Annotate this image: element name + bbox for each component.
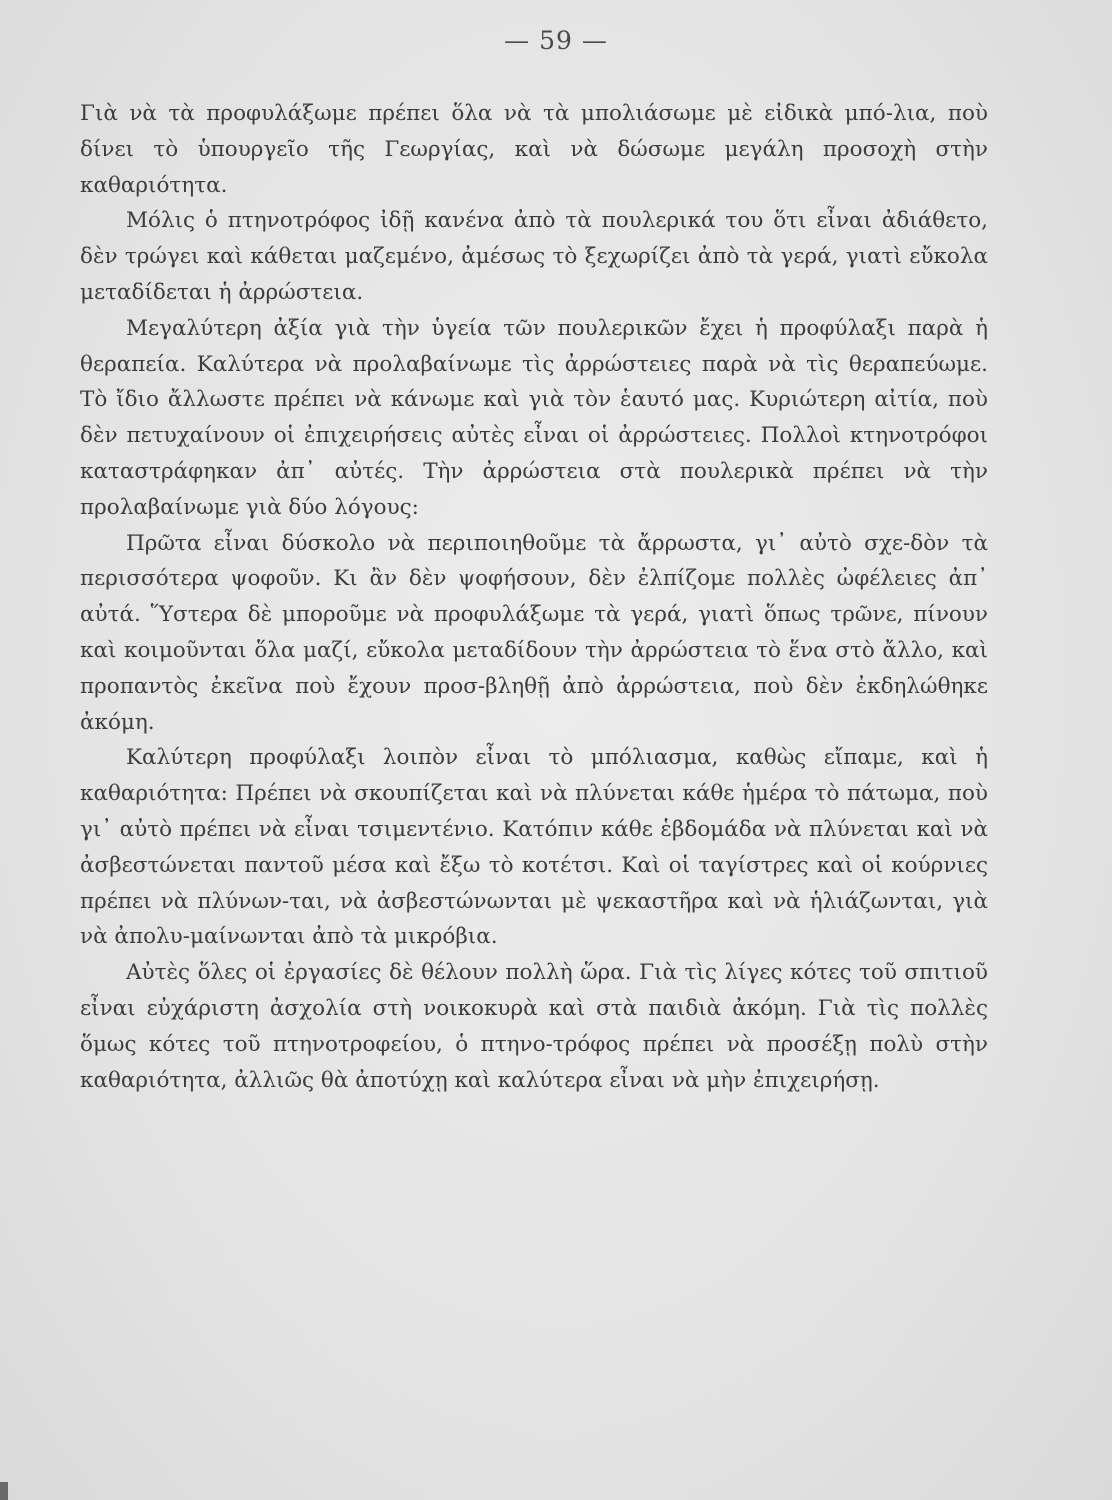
page-number: — 59 — (504, 26, 608, 55)
paragraph: Αὐτὲς ὅλες οἱ ἐργασίες δὲ θέλουν πολλὴ ὥρα. Γιὰ τὶς λίγες κότες τοῦ σπιτιοῦ εἶναι εὐχάριστη ἀσχολία στὴ νοικοκυρὰ καὶ στὰ παιδιὰ ἀκόμη. Γιὰ τὶς πολλὲς ὅμως κότες τοῦ πτηνοτροφείου, ὁ πτηνο-τρόφος πρέπει νὰ προσέξῃ πολὺ στὴν καθαριότητα, ἀλλιῶς θὰ ἀποτύχῃ καὶ καλύτερα εἶναι νὰ μὴν ἐπιχειρήσῃ. (80, 960, 988, 1093)
scan-edge-mark (0, 1482, 8, 1500)
paragraph: Μόλις ὁ πτηνοτρόφος ἰδῇ κανένα ἀπὸ τὰ πουλερικά του ὅτι εἶναι ἀδιάθετο, δὲν τρώγει καὶ κάθεται μαζεμένο, ἀμέσως τὸ ξεχωρίζει ἀπὸ τὰ γερά, γιατὶ εὔκολα μεταδίδεται ἡ ἀρρώστεια. (80, 208, 988, 305)
paragraph: Πρῶτα εἶναι δύσκολο νὰ περιποιηθοῦμε τὰ ἄρρωστα, γι᾽ αὐτὸ σχε-δὸν τὰ περισσότερα ψοφοῦν. Κι ἂν δὲν ψοφήσουν, δὲν ἐλπίζομε πολλὲς ὠφέλειες ἀπ᾽ αὐτά. Ὕστερα δὲ μποροῦμε νὰ προφυλάξωμε τὰ γερά, γιατὶ ὅπως τρῶνε, πίνουν καὶ κοιμοῦνται ὅλα μαζί, εὔκολα μεταδίδουν τὴν ἀρρώστεια τὸ ἕνα στὸ ἄλλο, καὶ προπαντὸς ἐκεῖνα ποὺ ἔχουν προσ-βληθῇ ἀπὸ ἀρρώστεια, ποὺ δὲν ἐκδηλώθηκε ἀκόμη. (80, 530, 988, 735)
page-body-text (80, 96, 988, 1098)
paragraph: Γιὰ νὰ τὰ προφυλάξωμε πρέπει ὅλα νὰ τὰ μπολιάσωμε μὲ εἰδικὰ μπό-λια, ποὺ δίνει τὸ ὑπουργεῖο τῆς Γεωργίας, καὶ νὰ δώσωμε μεγάλη προσοχὴ στὴν καθαριότητα. (80, 101, 988, 198)
paragraph: Μεγαλύτερη ἀξία γιὰ τὴν ὑγεία τῶν πουλερικῶν ἔχει ἡ προφύλαξι παρὰ ἡ θεραπεία. Καλύτερα νὰ προλαβαίνωμε τὶς ἀρρώστειες παρὰ νὰ τὶς θεραπεύωμε. Τὸ ἴδιο ἄλλωστε πρέπει νὰ κάνωμε καὶ γιὰ τὸν ἑαυτό μας. Κυριώτερη αἰτία, ποὺ δὲν πετυχαίνουν οἱ ἐπιχειρήσεις αὐτὲς εἶναι οἱ ἀρρώστειες. Πολλοὶ κτηνοτρόφοι καταστράφηκαν ἀπ᾽ αὐτές. Τὴν ἀρρώστεια στὰ πουλερικὰ πρέπει νὰ τὴν προλαβαίνωμε γιὰ δύο λόγους: (80, 315, 988, 520)
paragraph: Καλύτερη προφύλαξι λοιπὸν εἶναι τὸ μπόλιασμα, καθὼς εἴπαμε, καὶ ἡ καθαριότητα: Πρέπει νὰ σκουπίζεται καὶ νὰ πλύνεται κάθε ἡμέρα τὸ πάτωμα, ποὺ γι᾽ αὐτὸ πρέπει νὰ εἶναι τσιμεντένιο. Κατόπιν κάθε ἑβδομάδα νὰ πλύνεται καὶ νὰ ἀσβεστώνεται παντοῦ μέσα καὶ ἔξω τὸ κοτέτσι. Καὶ οἱ ταγίστρες καὶ οἱ κούρνιες πρέπει νὰ πλύνων-ται, νὰ ἀσβεστώνωνται μὲ ψεκαστῆρα καὶ νὰ ἡλιάζωνται, γιὰ νὰ ἀπολυ-μαίνωνται ἀπὸ τὰ μικρόβια. (80, 745, 988, 950)
